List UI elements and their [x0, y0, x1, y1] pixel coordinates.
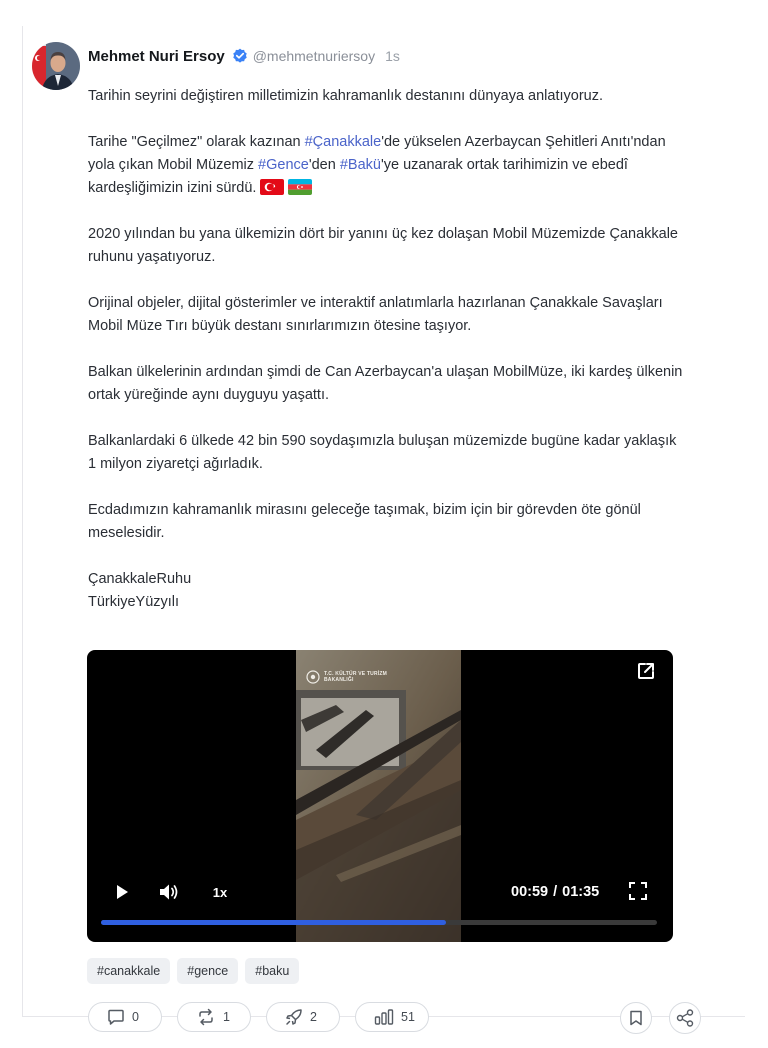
- avatar-photo: [32, 42, 80, 90]
- current-time: 00:59: [511, 884, 549, 900]
- video-player[interactable]: [87, 650, 673, 942]
- repost-icon: [196, 1008, 216, 1026]
- post-paragraph: Balkan ülkelerinin ardından şimdi de Can Azerbaycan'a ulaşan MobilMüze, iki kardeş ülkenin ortak yüreğinde aynı duyguyu yaşattı.: [88, 364, 683, 403]
- paragraph-text: 'de yükselen Azerbaycan Şehitleri Anıtı'ndan yola çıkan Mobil Müzemiz: [88, 134, 666, 173]
- post-paragraph: Balkanlardaki 6 ülkede 42 bin 590 soydaşımızla buluşan müzemizde bugüne kadar yaklaşık 1 milyon ziyaretçi ağırladık.: [88, 433, 677, 472]
- volume-icon[interactable]: [157, 881, 181, 903]
- bar-chart-icon: [374, 1009, 394, 1025]
- reply-count: 0: [132, 1010, 139, 1024]
- comment-icon: [107, 1008, 125, 1026]
- play-icon[interactable]: [111, 882, 133, 902]
- hashtag-link-gence[interactable]: #Gence: [258, 157, 309, 173]
- bookmark-icon: [629, 1010, 643, 1026]
- tag-chip-baku[interactable]: #baku: [245, 958, 299, 984]
- boost-count: 2: [310, 1010, 317, 1024]
- author-handle[interactable]: @mehmetnuriersoy: [252, 48, 376, 64]
- verified-badge-icon: [232, 48, 248, 64]
- paragraph-text: 'ye uzanarak ortak tarihimizin ve ebedî kardeşliğimizin izini sürdü.: [88, 157, 628, 196]
- external-link-icon[interactable]: [635, 660, 657, 682]
- post-paragraph: [88, 131, 688, 200]
- view-count: 51: [401, 1010, 415, 1024]
- video-thumbnail: [296, 650, 461, 942]
- hashtag-link-canakkale[interactable]: #Çanakkale: [304, 134, 382, 150]
- author-avatar[interactable]: [32, 42, 80, 90]
- duration: 01:35: [562, 884, 600, 900]
- tag-chip-gence[interactable]: #gence: [177, 958, 238, 984]
- turkey-flag-icon: [260, 179, 284, 195]
- playback-speed-button[interactable]: 1x: [212, 884, 228, 900]
- watermark-logo: [306, 670, 390, 684]
- ministry-emblem: [306, 670, 320, 684]
- reply-button[interactable]: [88, 1002, 162, 1032]
- post-paragraph: ÇanakkaleRuhu: [88, 571, 192, 587]
- paragraph-text: 'den: [308, 157, 340, 173]
- repost-count: 1: [223, 1010, 230, 1024]
- boost-button[interactable]: [266, 1002, 340, 1032]
- tag-list: [87, 958, 299, 984]
- post-actions: [88, 1002, 708, 1034]
- share-icon: [676, 1009, 694, 1027]
- repost-button[interactable]: [177, 1002, 251, 1032]
- rocket-icon: [285, 1008, 303, 1026]
- tag-chip-canakkale[interactable]: #canakkale: [87, 958, 170, 984]
- watermark-text: T.C. KÜLTÜR VE TURİZM BAKANLIĞI: [324, 671, 387, 683]
- author-name[interactable]: Mehmet Nuri Ersoy: [88, 47, 225, 65]
- views-button[interactable]: [355, 1002, 429, 1032]
- video-progress-fill: [101, 920, 446, 925]
- video-timecode: [511, 882, 599, 902]
- post-paragraph: Ecdadımızın kahramanlık mirasını geleceğe taşımak, bizim için bir görevden öte gönül meselesidir.: [88, 502, 641, 541]
- post-paragraph: Tarihin seyrini değiştiren milletimizin kahramanlık destanını dünyaya anlatıyoruz.: [88, 88, 603, 104]
- fullscreen-icon[interactable]: [627, 880, 649, 902]
- post-paragraph: 2020 yılından bu yana ülkemizin dört bir yanını üç kez dolaşan Mobil Müzemizde Çanakkale ruhunu yaşatıyoruz.: [88, 226, 678, 265]
- bookmark-button[interactable]: [620, 1002, 652, 1034]
- post-paragraph: Orijinal objeler, dijital gösterimler ve interaktif anlatımlarla hazırlanan Çanakkale Savaşları Mobil Müze Tırı büyük destanı sınırlarımızın ötesine taşıyor.: [88, 295, 663, 334]
- hashtag-link-baku[interactable]: #Bakü: [339, 157, 381, 173]
- time-separator: /: [553, 884, 558, 900]
- post-paragraph: TürkiyeYüzyılı: [88, 594, 180, 610]
- post-content: [88, 85, 688, 614]
- share-button[interactable]: [669, 1002, 701, 1034]
- post-header: [88, 46, 400, 66]
- azerbaijan-flag-icon: [288, 179, 312, 195]
- paragraph-text: Tarihe "Geçilmez" olarak kazınan: [88, 134, 305, 150]
- post-timestamp[interactable]: 1s: [385, 48, 400, 64]
- video-frame: [296, 650, 461, 942]
- video-progress-bar[interactable]: [101, 920, 657, 925]
